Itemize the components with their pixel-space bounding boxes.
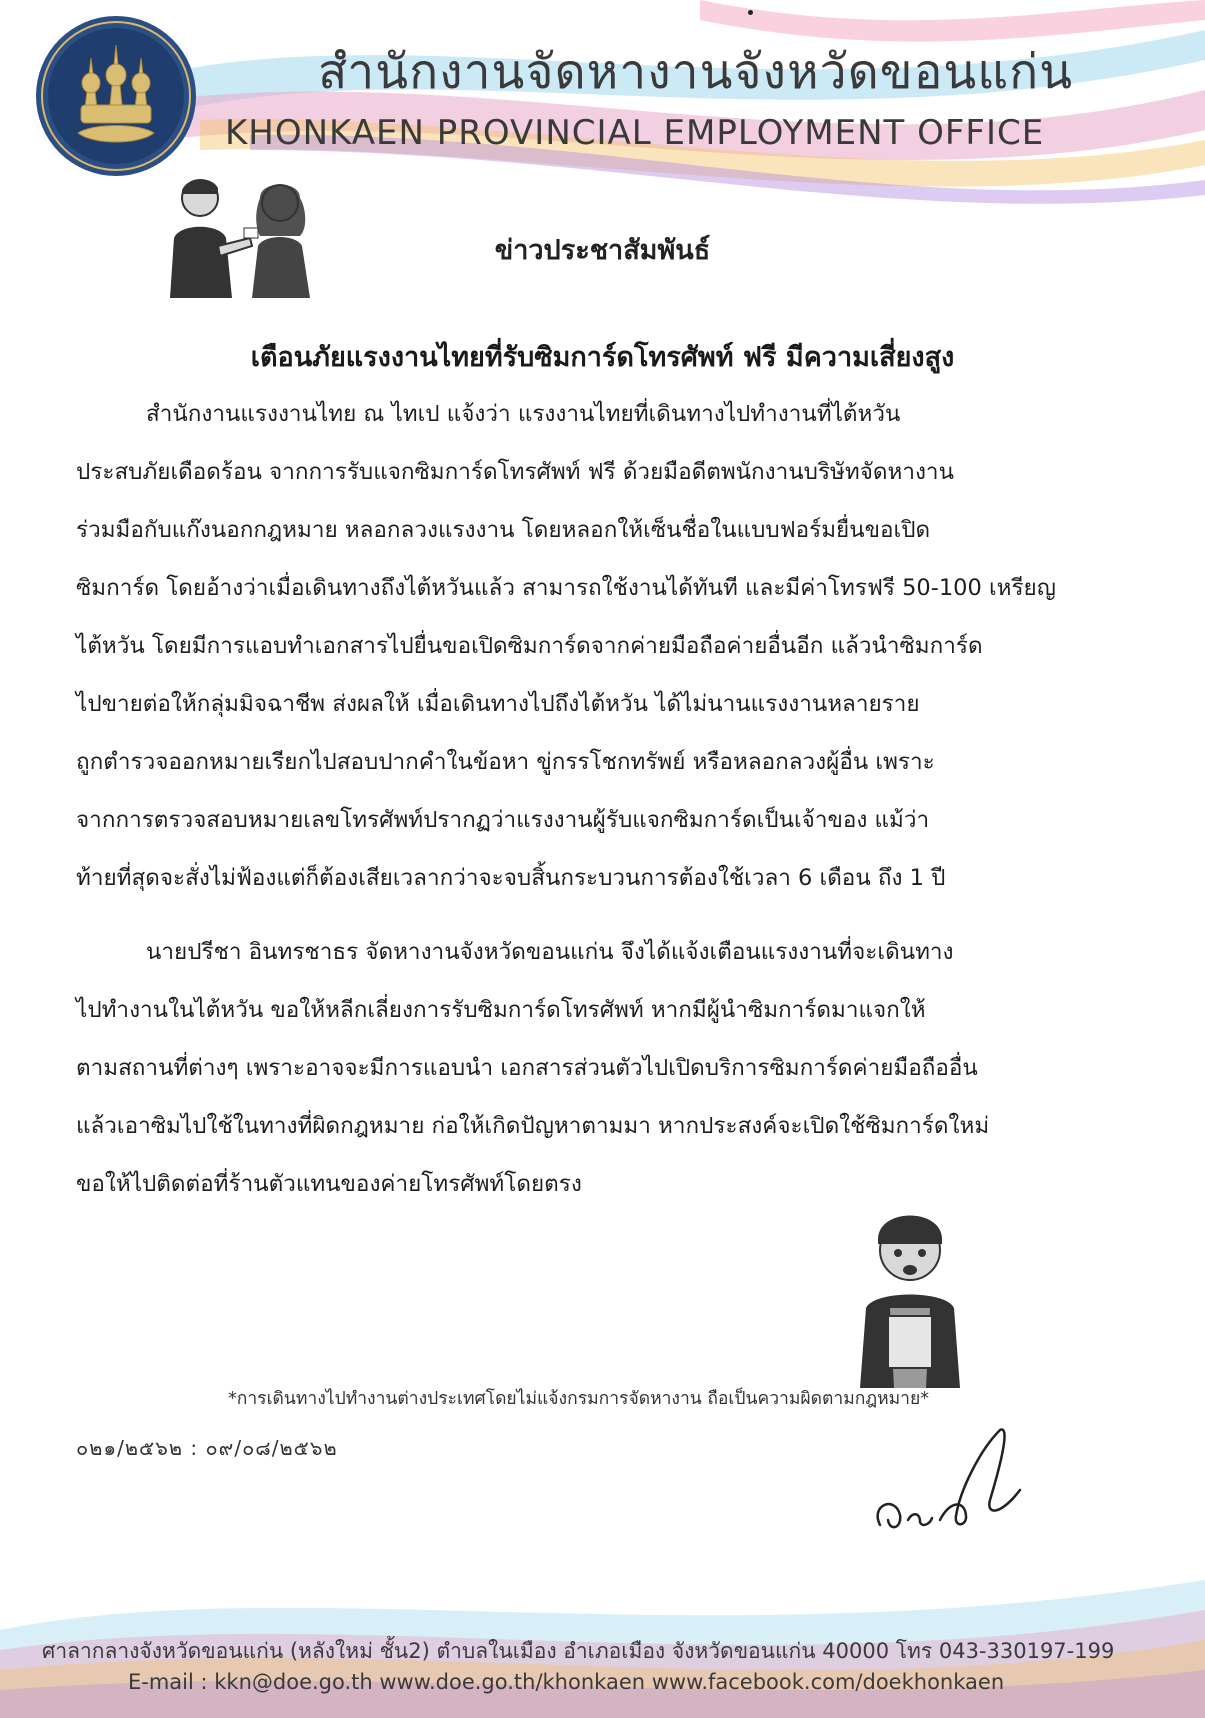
paragraph-line: ไปทำงานในไต้หวัน ขอให้หลีกเลี่ยงการรับซิมการ์ดโทรศัพท์ หากมีผู้นำซิมการ์ดมาแจกให้ xyxy=(76,997,926,1023)
paragraph-line: สำนักงานแรงงานไทย ณ ไทเป แจ้งว่า แรงงานไทยที่เดินทางไปทำงานที่ไต้หวัน xyxy=(146,401,901,427)
provincial-seal-icon xyxy=(33,13,199,179)
org-name-english: KHONKAEN PROVINCIAL EMPLOYMENT OFFICE xyxy=(225,113,1045,153)
headline: เตือนภัยแรงงานไทยที่รับซิมการ์ดโทรศัพท์ ฟรี มีความเสี่ยงสูง xyxy=(250,342,955,373)
footer-contacts: E-mail : kkn@doe.go.th www.doe.go.th/khonkaen www.facebook.com/doekhonkaen xyxy=(128,1670,1005,1694)
paragraph-line: ขอให้ไปติดต่อที่ร้านตัวแทนของค่ายโทรศัพท์โดยตรง xyxy=(76,1171,582,1197)
document-number: ๐๒๑/๒๕๖๒ : ๐๙/๐๘/๒๕๖๒ xyxy=(76,1436,338,1460)
paragraph-1 xyxy=(76,385,1101,907)
paragraph-line: ตามสถานที่ต่างๆ เพราะอาจจะมีการแอบนำ เอกสารส่วนตัวไปเปิดบริการซิมการ์ดค่ายมือถืออื่น xyxy=(76,1055,978,1081)
paragraph-line: นายปรีชา อินทรชาธร จัดหางานจังหวัดขอนแก่น จึงได้แจ้งเตือนแรงงานที่จะเดินทาง xyxy=(146,939,954,965)
body-text xyxy=(76,385,1101,1213)
paragraph-line: ซิมการ์ด โดยอ้างว่าเมื่อเดินทางถึงไต้หวันแล้ว สามารถใช้งานได้ทันที และมีค่าโทรฟรี 50-100 เหรียญ xyxy=(76,575,1056,601)
paragraph-line: ไปขายต่อให้กลุ่มมิจฉาชีพ ส่งผลให้ เมื่อเดินทางไปถึงไต้หวัน ได้ไม่นานแรงงานหลายราย xyxy=(76,691,920,717)
legal-footnote: *การเดินทางไปทำงานต่างประเทศโดยไม่แจ้งกรมการจัดหางาน ถือเป็นความผิดตามกฎหมาย* xyxy=(228,1389,929,1409)
handwritten-signature xyxy=(870,1420,1050,1550)
stray-mark xyxy=(748,10,753,15)
press-release-title: ข่าวประชาสัมพันธ์ xyxy=(494,235,711,266)
paragraph-line: ร่วมมือกับแก๊งนอกกฎหมาย หลอกลวงแรงงาน โดยหลอกให้เซ็นชื่อในแบบฟอร์มยื่นขอเปิด xyxy=(76,517,931,543)
paragraph-2 xyxy=(76,923,1101,1213)
paragraph-line: แล้วเอาซิมไปใช้ในทางที่ผิดกฎหมาย ก่อให้เกิดปัญหาตามมา หากประสงค์จะเปิดใช้ซิมการ์ดใหม่ xyxy=(76,1113,990,1139)
paragraph-line: ประสบภัยเดือดร้อน จากการรับแจกซิมการ์ดโทรศัพท์ ฟรี ด้วยมือดีตพนักงานบริษัทจัดหางาน xyxy=(76,459,954,485)
paragraph-line: จากการตรวจสอบหมายเลขโทรศัพท์ปรากฏว่าแรงงานผู้รับแจกซิมการ์ดเป็นเจ้าของ แม้ว่า xyxy=(76,807,930,833)
paragraph-line: ถูกตำรวจออกหมายเรียกไปสอบปากคำในข้อหา ขู่กรรโชกทรัพย์ หรือหลอกลวงผู้อื่น เพราะ xyxy=(76,749,935,775)
org-name-thai: สำนักงานจัดหางานจังหวัดขอนแก่น xyxy=(318,44,1074,100)
footer-address: ศาลากลางจังหวัดขอนแก่น (หลังใหม่ ชั้น2) ตำบลในเมือง อำเภอเมือง จังหวัดขอนแก่น 40000 โทร 043-330197-199 xyxy=(42,1639,1115,1663)
worried-man-illustration xyxy=(840,1198,980,1388)
paragraph-line: ไต้หวัน โดยมีการแอบทำเอกสารไปยื่นขอเปิดซิมการ์ดจากค่ายมือถือค่ายอื่นอีก แล้วนำซิมการ์ด xyxy=(76,633,983,659)
paragraph-line: ท้ายที่สุดจะสั่งไม่ฟ้องแต่ก็ต้องเสียเวลากว่าจะจบสิ้นกระบวนการต้องใช้เวลา 6 เดือน ถึง 1 ปี xyxy=(76,865,946,891)
